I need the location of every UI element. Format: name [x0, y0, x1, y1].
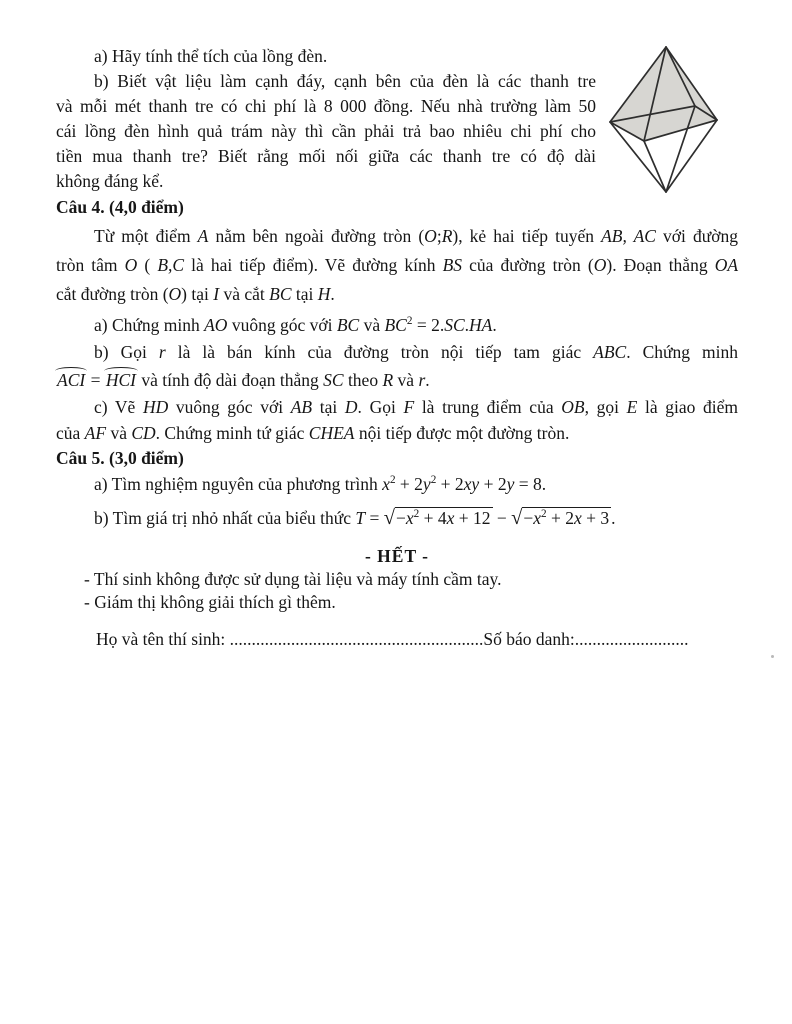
footer-note-1: - Thí sinh không được sử dụng tài liệu và máy tính cầm tay. [84, 569, 502, 589]
q4-intro-line-2: tròn tâm O ( B,C là hai tiếp điểm). Vẽ đường kính BS của đường tròn (O). Đoạn thẳng OA [56, 255, 739, 275]
q3-part-b-line-1: b) Biết vật liệu làm cạnh đáy, cạnh bên của đèn là các thanh tre [94, 71, 596, 91]
octahedron-svg [600, 32, 776, 198]
scan-artifact [771, 655, 774, 658]
q4-part-a-line: a) Chứng minh AO vuông góc với BC và $BC^2 = 2.SC.HA$. [94, 315, 497, 335]
q4-heading: Câu 4. (4,0 điểm) [56, 197, 184, 217]
q4-part-c-line-1: c) Vẽ HD vuông góc với AB tại D. Gọi F là trung điểm của OB, gọi E là giao điểm [94, 397, 738, 417]
octahedron-figure [600, 32, 776, 198]
end-mark: - HẾT - [364, 546, 430, 566]
footer-note-2: - Giám thị không giải thích gì thêm. [84, 592, 336, 612]
q4-part-c-line-2: của AF và CD. Chứng minh tứ giác CHEA nội tiếp được một đường tròn. [56, 423, 570, 443]
q4-part-b-line-1: b) Gọi r là là bán kính của đường tròn nội tiếp tam giác ABC. Chứng minh [94, 342, 738, 362]
exam-content [56, 44, 738, 651]
q4-intro-line-1: Từ một điểm A nằm bên ngoài đường tròn (O;R), kẻ hai tiếp tuyến AB, AC với đường [94, 226, 738, 246]
q3-part-b-line-4: tiền mua thanh tre? Biết rằng mối nối giữa các thanh tre có độ dài [56, 146, 596, 166]
q5-part-b-line: b) Tìm giá trị nhỏ nhất của biểu thức $T = √-x^2 + 4x + 12 - √-x^2 + 2x + 3$ . [94, 507, 616, 529]
q3-part-b-line-3: cái lồng đèn hình quả trám này thì cần phải trả bao nhiêu chi phí cho [56, 121, 596, 141]
q3-part-b-line-2: và mỗi mét thanh tre có chi phí là 8 000 đồng. Nếu nhà trường làm 50 [56, 96, 596, 116]
q4-intro-line-3: cắt đường tròn (O) tại I và cắt BC tại H. [56, 284, 335, 304]
candidate-name-line: Họ và tên thí sinh: ..........................................................Số báo danh:.......................... [96, 629, 689, 649]
q3-part-b-line-5: không đáng kể. [56, 171, 164, 191]
q5-part-a-line: a) Tìm nghiệm nguyên của phương trình $x^2 + 2y^2 + 2xy + 2y = 8$. [94, 474, 547, 494]
q3-part-a-line: a) Hãy tính thể tích của lồng đèn. [94, 46, 328, 66]
q4-part-b-line-2: ACI = HCI và tính độ dài đoạn thẳng SC theo R và r. [57, 370, 430, 390]
q5-heading: Câu 5. (3,0 điểm) [56, 448, 184, 468]
